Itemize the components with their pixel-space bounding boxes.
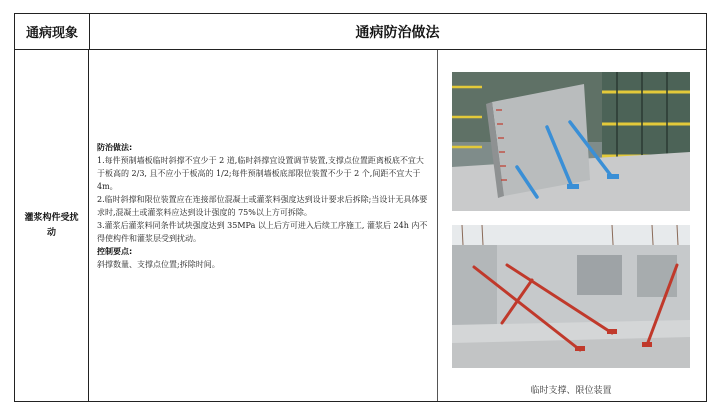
- method-item-3: 3.灌浆后灌浆料同条件试块强度达到 35MPa 以上后方可进入后续工序施工, 灌浆后 24h 内不得使构件和灌浆层受到扰动。: [97, 221, 428, 243]
- table-header: [15, 14, 706, 50]
- phenomenon-text: 灌浆构件受扰动: [24, 212, 79, 238]
- methods-cell: [89, 50, 438, 401]
- photo-caption: 临时支撑、限位装置: [530, 386, 612, 396]
- control-text: 斜撑数量、支撑点位置;拆除时间。: [97, 260, 220, 269]
- table-body: [15, 50, 706, 401]
- photo-site-red-braces: [452, 225, 690, 368]
- photo-cell: [438, 50, 706, 401]
- method-item-1: 1.每件预制墙板临时斜撑不宜少于 2 道,临时斜撑宜设置调节装置,支撑点位置距离板底不宜大于板高的 2/3, 且不应小于板高的 1/2;每件预制墙板底部限位装置不少于 2 个,间距不宜大于 4m。: [97, 156, 424, 191]
- header-phenomenon: 通病现象: [15, 14, 90, 49]
- wall-panel-illustration: [452, 72, 690, 211]
- site-illustration: [452, 225, 690, 368]
- methods-title: 防治做法:: [97, 143, 133, 152]
- defect-table: [14, 13, 707, 402]
- control-title: 控制要点:: [97, 247, 133, 256]
- header-prevention: 通病防治做法: [355, 24, 440, 41]
- phenomenon-cell: [15, 50, 89, 401]
- photo-wall-panel-braces: [452, 72, 690, 211]
- method-item-2: 2.临时斜撑和限位装置应在连接部位混凝土或灌浆料强度达到设计要求后拆除;当设计无具体要求时,混凝土或灌浆料应达到设计强度的 75%以上方可拆除。: [97, 195, 428, 217]
